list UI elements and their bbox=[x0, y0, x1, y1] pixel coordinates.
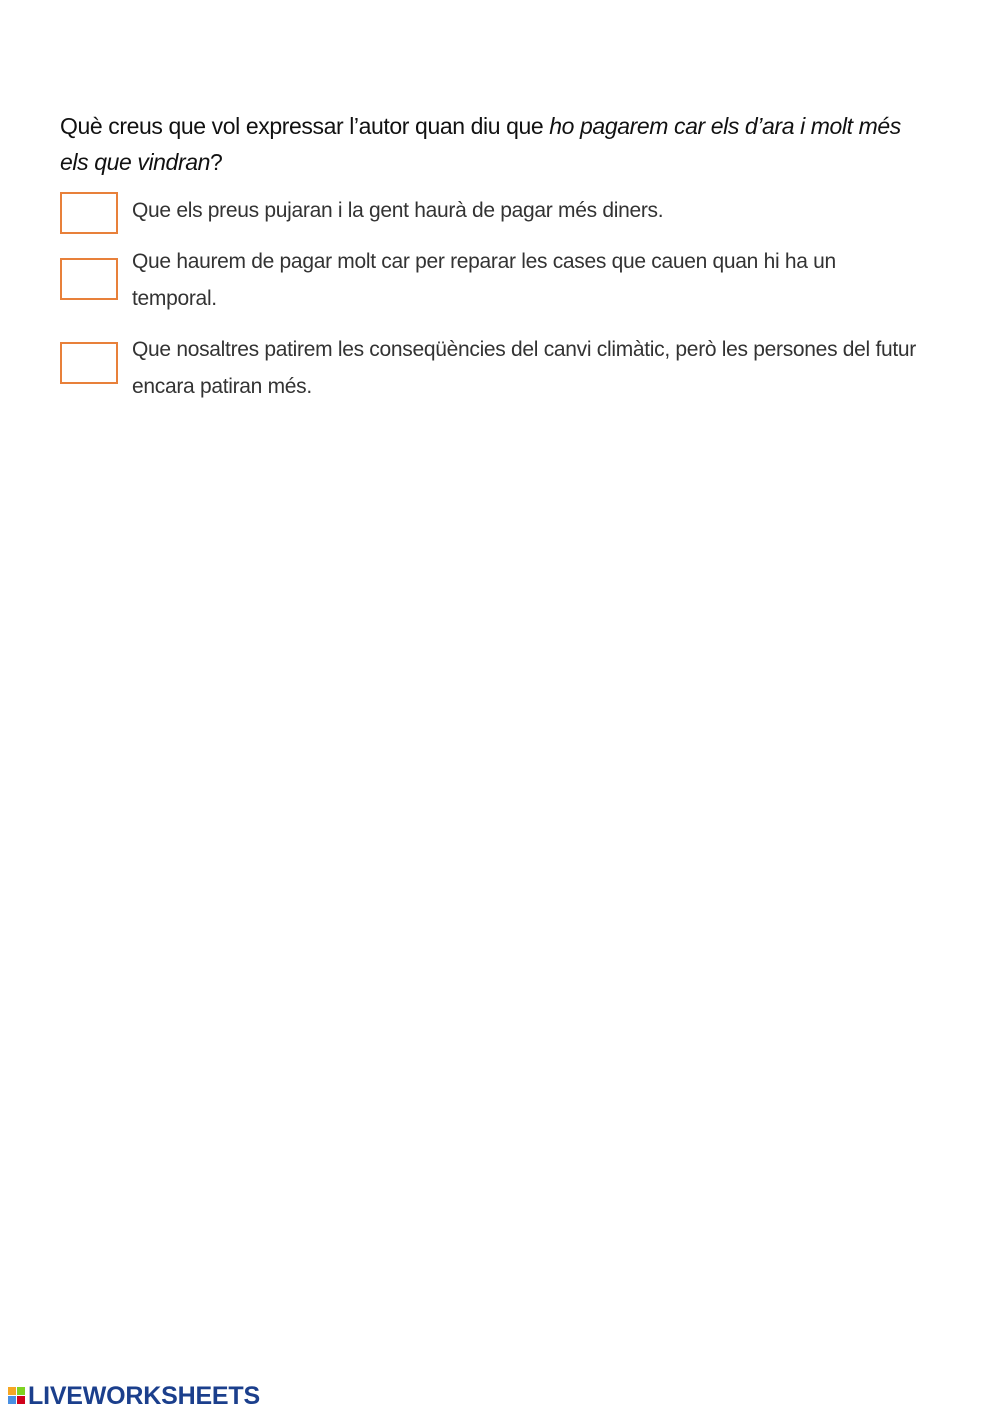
logo-text: LIVEWORKSHEETS bbox=[28, 1381, 260, 1410]
answer-text-2: Que haurem de pagar molt car per reparar les cases que cauen quan hi ha un temporal. bbox=[132, 250, 836, 310]
answer-checkbox-2[interactable] bbox=[60, 258, 118, 300]
answer-checkbox-3[interactable] bbox=[60, 342, 118, 384]
logo-square bbox=[8, 1387, 16, 1395]
answer-text-1: Que els preus pujaran i la gent haurà de pagar més diners. bbox=[132, 199, 664, 222]
question-quote: ho pagarem car els d’ara i molt més els que vindran bbox=[60, 113, 901, 175]
liveworksheets-logo-icon bbox=[8, 1387, 26, 1405]
logo-square bbox=[17, 1387, 25, 1395]
question-text bbox=[60, 108, 930, 180]
question-text-before: Què creus que vol expressar l’autor quan diu que bbox=[60, 113, 550, 139]
answer-checkbox-1[interactable] bbox=[60, 192, 118, 234]
logo-square bbox=[17, 1396, 25, 1404]
logo-square bbox=[8, 1396, 16, 1404]
liveworksheets-logo bbox=[8, 1381, 260, 1411]
question-text-after: ? bbox=[210, 149, 223, 175]
answer-text-3: Que nosaltres patirem les conseqüències del canvi climàtic, però les persones del futur encara patiran més. bbox=[132, 338, 916, 398]
